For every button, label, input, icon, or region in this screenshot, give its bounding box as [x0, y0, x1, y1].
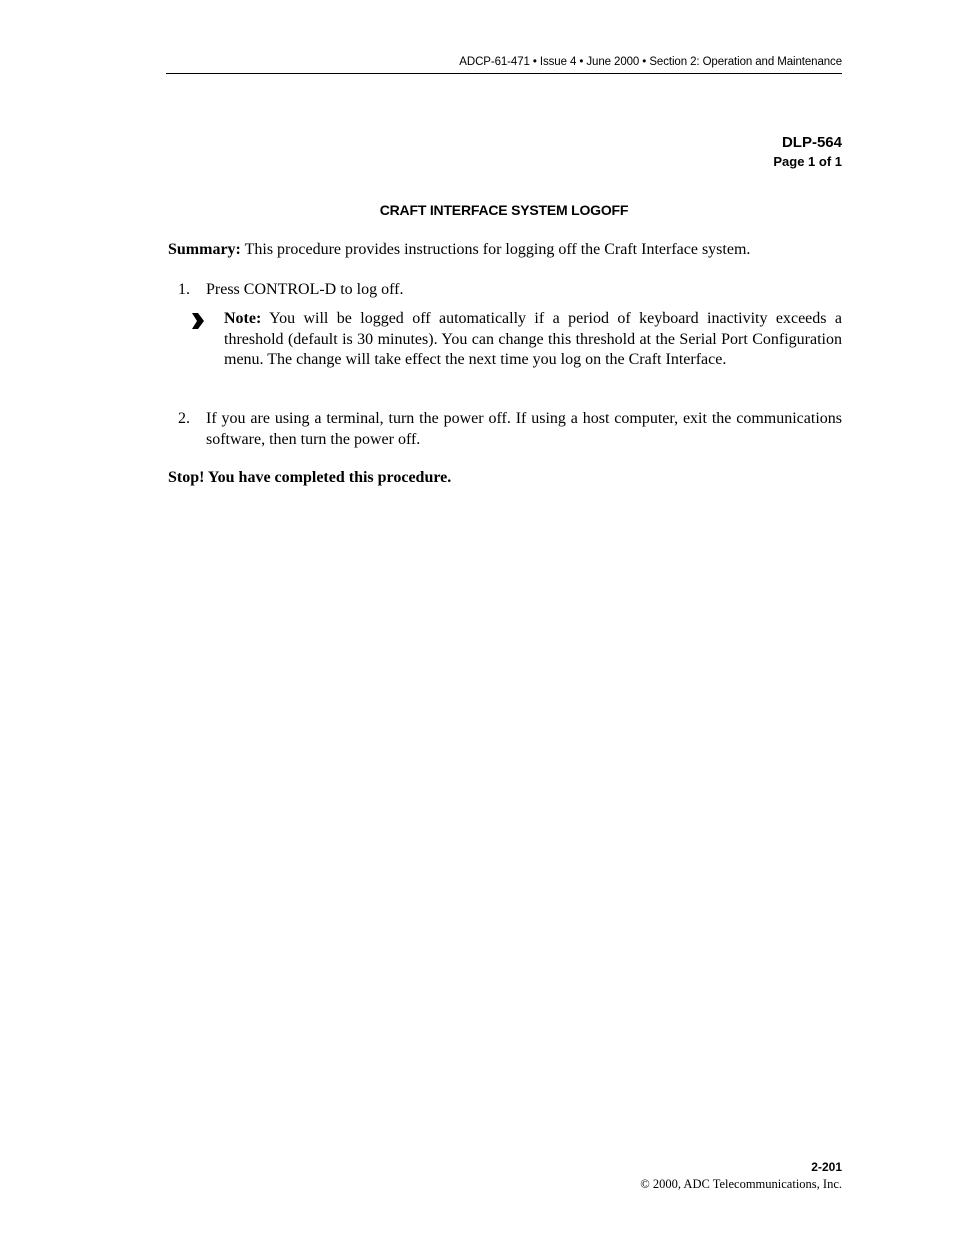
procedure-id-block — [773, 134, 842, 172]
step-item — [168, 280, 842, 301]
summary-text: This procedure provides instructions for logging off the Craft Interface system. — [240, 241, 751, 258]
step-text: If you are using a terminal, turn the power off. If using a host computer, exit the communications software, then turn the power off. — [206, 410, 842, 448]
note-arrow-icon — [191, 312, 205, 330]
header-rule — [166, 73, 842, 74]
step-number: 2. — [178, 410, 190, 427]
summary-paragraph — [168, 240, 842, 260]
stop-statement: Stop! You have completed this procedure. — [168, 469, 452, 486]
footer-page-number: 2-201 — [811, 1160, 842, 1174]
procedure-title: CRAFT INTERFACE SYSTEM LOGOFF — [379, 202, 629, 218]
summary-label: Summary: — [168, 241, 241, 258]
note-label: Note: — [224, 310, 262, 327]
running-header: ADCP-61-471 • Issue 4 • June 2000 • Section 2: Operation and Maintenance — [459, 56, 842, 68]
step-text: Press CONTROL-D to log off. — [206, 281, 404, 298]
step-number: 1. — [178, 281, 190, 298]
note-text: You will be logged off automatically if a period of keyboard inactivity exceeds a threshold (default is 30 minutes). You can change this threshold at the Serial Port Configuration menu. The change will take effect the next time you log on the Craft Interface. — [224, 310, 842, 368]
page-label: Page 1 of 1 — [773, 154, 842, 169]
note-paragraph — [224, 309, 842, 371]
step-item — [168, 409, 842, 450]
footer-copyright: © 2000, ADC Telecommunications, Inc. — [640, 1177, 842, 1191]
procedure-id: DLP-564 — [781, 134, 842, 151]
